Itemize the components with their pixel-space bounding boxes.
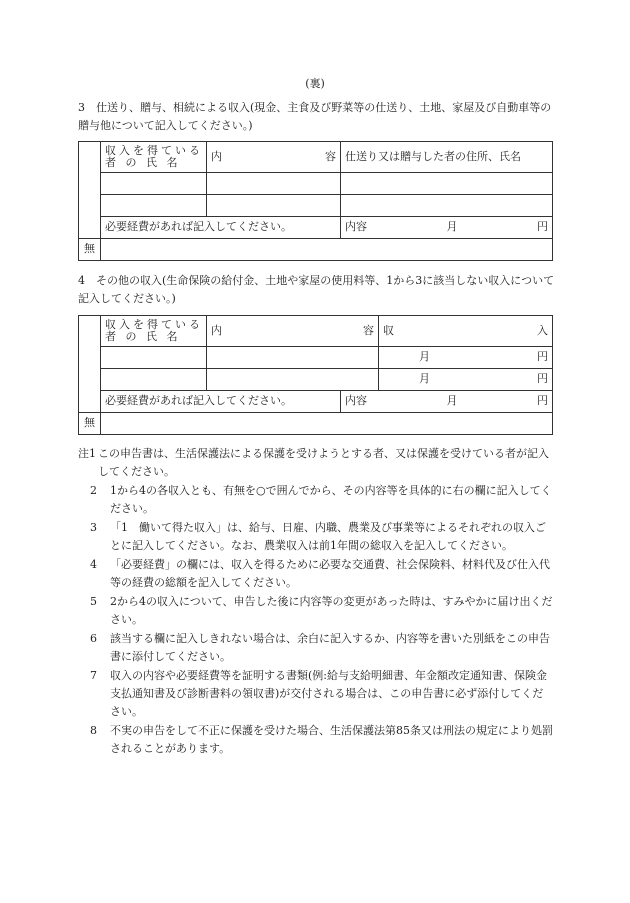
section4-none-row (101, 413, 553, 435)
section3-table (78, 141, 553, 261)
section3-expense-note: 必要経費があれば記入してください。 (101, 217, 341, 239)
name-header-line1: 収入を得ている (105, 144, 203, 157)
section4-yes-cell[interactable] (79, 316, 101, 413)
note-text: 不実の申告をして不正に保護を受けた場合、生活保護法第85条又は刑法の規定により処罰されることがあります。 (110, 724, 553, 755)
note-text: 該当する欄に記入しきれない場合は、余白に記入するか、内容等を書いた別紙をこの申告書に添付してください。 (110, 632, 550, 663)
note-item (78, 556, 554, 592)
section4-table (78, 315, 553, 435)
section3-sender-field-1[interactable] (341, 173, 553, 195)
note-text: この申告書は、生活保護法による保護を受けようとする者、又は保護を受けている者が記入してください。 (98, 447, 549, 478)
section4-expense-note: 必要経費があれば記入してください。 (101, 391, 341, 413)
section3-none-row (101, 239, 553, 261)
note-item (78, 519, 554, 555)
note-number: 8 (90, 724, 97, 737)
note-item (78, 593, 554, 629)
section3-title: 3 仕送り、贈与、相続による収入(現金、主食及び野菜等の仕送り、土地、家屋及び自動車等の贈与他について記入してください。) (78, 101, 552, 132)
note-number: 2 (90, 484, 97, 497)
yen-label: 円 (537, 394, 548, 408)
section4-name-field-2[interactable] (101, 369, 207, 391)
name-header-line2: 者 の 氏 名 (105, 330, 181, 343)
note-text: 2から4の収入について、申告した後に内容等の変更があった時は、すみやかに届け出ください。 (110, 595, 553, 626)
section4-income-field-2[interactable] (379, 369, 553, 391)
note-text: 「必要経費」の欄には、収入を得るために必要な交通費、社会保険料、材料代及び仕入代等の経費の総額を記入してください。 (110, 558, 550, 589)
note-item (78, 482, 554, 518)
section4-none-label[interactable]: 無 (79, 413, 101, 435)
month-label: 月 (419, 372, 430, 386)
expense-content-label: 内容 (345, 220, 367, 234)
section4-title: 4 その他の収入(生命保険の給付金、土地や家屋の使用料等、1から3に該当しない収入について記入してください。) (78, 274, 555, 305)
note-item (78, 445, 554, 481)
section3-name-header (101, 142, 207, 173)
note-number: 6 (90, 632, 97, 645)
month-label: 月 (419, 350, 430, 364)
section3-sender-field-2[interactable] (341, 195, 553, 217)
section3-sender-header: 仕送り又は贈与した者の住所、氏名 (341, 142, 553, 173)
page-side-label: (裏) (305, 77, 325, 90)
yen-label: 円 (537, 372, 548, 386)
section4-content-header (207, 316, 379, 347)
section4-content-field-2[interactable] (207, 369, 379, 391)
note-number: 注1 (78, 447, 96, 460)
month-label: 月 (446, 220, 458, 234)
notes-list (78, 445, 554, 759)
section3-content-field-1[interactable] (207, 173, 341, 195)
note-number: 4 (90, 558, 97, 571)
section3-expense-field[interactable] (341, 217, 553, 239)
name-header-line2: 者 の 氏 名 (105, 156, 181, 169)
expense-content-label: 内容 (345, 394, 367, 408)
section4-name-field-1[interactable] (101, 347, 207, 369)
name-header-line1: 収入を得ている (105, 318, 203, 331)
income-header-left: 収 (383, 323, 394, 337)
section3-content-field-2[interactable] (207, 195, 341, 217)
content-header-right: 容 (325, 149, 336, 163)
yen-label: 円 (537, 350, 548, 364)
content-header-left: 内 (211, 323, 222, 337)
note-item (78, 630, 554, 666)
note-text: 1から4の各収入とも、有無を○で囲んでから、その内容等を具体的に右の欄に記入してください。 (110, 484, 552, 515)
note-text: 「1 働いて得た収入」は、給与、日雇、内職、農業及び事業等によるそれぞれの収入ごとに記入してください。なお、農業収入は前1年間の総収入を記入してください。 (110, 521, 546, 552)
note-item (78, 722, 554, 758)
month-label: 月 (446, 394, 458, 408)
section3-name-field-1[interactable] (101, 173, 207, 195)
note-number: 5 (90, 595, 97, 608)
section3-none-label[interactable]: 無 (79, 239, 101, 261)
section4-expense-field[interactable] (341, 391, 553, 413)
section3-name-field-2[interactable] (101, 195, 207, 217)
section4-income-field-1[interactable] (379, 347, 553, 369)
note-number: 7 (90, 669, 97, 682)
content-header-right: 容 (363, 323, 374, 337)
yen-label: 円 (537, 220, 548, 234)
section4-income-header (379, 316, 553, 347)
income-header-right: 入 (537, 323, 548, 337)
note-text: 収入の内容や必要経費等を証明する書類(例:給与支給明細書、年金額改定通知書、保険金支払通知書及び診断書料の領収書)が交付される場合は、この申告書に必ず添付してください。 (110, 669, 547, 718)
section3-yes-cell[interactable] (79, 142, 101, 239)
section3-content-header (207, 142, 341, 173)
section4-name-header (101, 316, 207, 347)
note-number: 3 (90, 521, 97, 534)
content-header-left: 内 (211, 149, 222, 163)
section4-content-field-1[interactable] (207, 347, 379, 369)
note-item (78, 667, 554, 721)
